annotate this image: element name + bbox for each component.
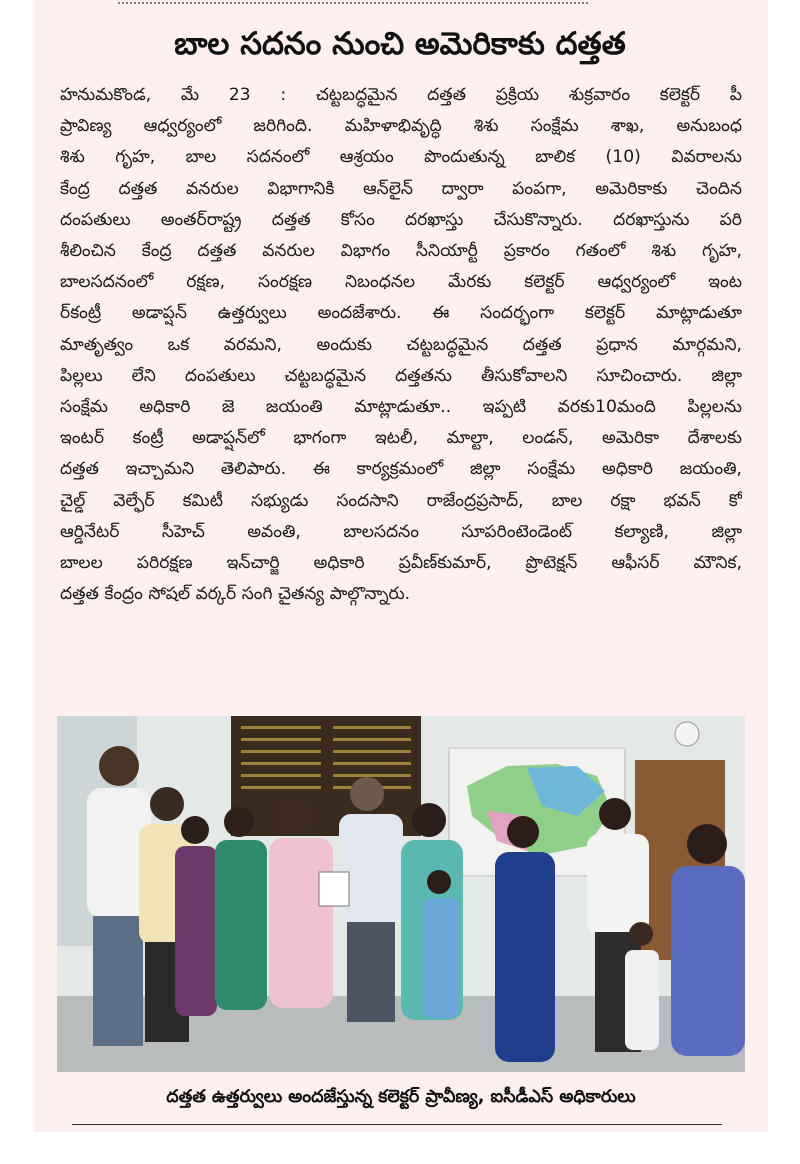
article-line: దత్తత ఇచ్చామని తెలిపారు. ఈ కార్యక్రమంలో జిల్లా సంక్షేమ అధికారి జయంతి, xyxy=(60,459,742,480)
article-line: ప్రావిణ్య ఆధ్వర్యంలో జరిగింది. మహిళాభివృద్ధి శిశు సంక్షేమ శాఖ, అనుబంధ xyxy=(60,116,742,137)
news-photo xyxy=(57,716,745,1072)
bottom-rule xyxy=(72,1124,722,1125)
article-line: బాలసదనంలో రక్షణ, సంరక్షణ నిబంధనల మేరకు కలెక్టర్ ఆధ్వర్యంలో ఇంట xyxy=(60,272,742,293)
article-line: కేంద్ర దత్తత వనరుల విభాగానికి ఆన్‌లైన్ ద్వారా పంపగా, అమెరికాకు చెందిన xyxy=(60,178,742,199)
article-line: ఇంటర్ కంట్రీ అడాప్షన్‌లో భాగంగా ఇటలీ, మాల్టా, లండన్, అమెరికా దేశాలకు xyxy=(60,428,742,449)
article-headline: బాల సదనం నుంచి అమెరికాకు దత్తత xyxy=(174,26,626,62)
article-line: మాతృత్వం ఒక వరమని, అందుకు చట్టబద్ధమైన దత్తత ప్రధాన మార్గమని, xyxy=(60,334,742,355)
article-line: హనుమకొండ, మే 23 : చట్టబద్ధమైన దత్తత ప్రక్రియ శుక్రవారం కలెక్టర్ పీ xyxy=(60,85,742,105)
article-body xyxy=(60,80,742,610)
cropped-previous-line xyxy=(118,0,588,8)
article-line: ర్‌కంట్రీ అడాప్షన్ ఉత్తర్వులు అందజేశారు. ఈ సందర్భంగా కలెక్టర్ మాట్లాడుతూ xyxy=(60,303,742,324)
group-photo-illustration xyxy=(57,716,745,1072)
article-line: చైల్డ్ వెల్ఫేర్ కమిటీ సభ్యుడు సందసాని రాజేంద్రప్రసాద్, బాల రక్షా భవన్ కో xyxy=(60,490,742,511)
article-line: దత్తత కేంద్రం సోషల్ వర్కర్ సంగి చైతన్య పాల్గొన్నారు. xyxy=(60,584,411,605)
article-line: దంపతులు అంతర్‌రాష్ట్ర దత్తత కోసం దరఖాస్తు చేసుకొన్నారు. దరఖాస్తును పరి xyxy=(60,209,742,230)
article-line: పిల్లలు లేని దంపతులు చట్టబద్ధమైన దత్తతను తీసుకోవాలని సూచించారు. జిల్లా xyxy=(60,365,742,386)
article-line: బాలల పరిరక్షణ ఇన్‌చార్జి అధికారి ప్రవీణ్‌కుమార్, ప్రొటెక్షన్ ఆఫీసర్ మౌనిక, xyxy=(60,553,742,574)
article-line: ఆర్డినేటర్ సీహెచ్ అవంతి, బాలసదనం సూపరింటెండెంట్ కల్యాణి, జిల్లా xyxy=(60,521,742,542)
article-line: శీలించిన కేంద్ర దత్తత వనరుల విభాగం సీనియార్టీ ప్రకారం గతంలో శిశు గృహ, xyxy=(60,241,742,262)
photo-caption: దత్తత ఉత్తర్వులు అందజేస్తున్న కలెక్టర్ ప్రావీణ్య, ఐసీడీఎస్ అధికారులు xyxy=(166,1087,636,1107)
article-line: శిశు గృహ, బాల సదనంలో ఆశ్రయం పొందుతున్న బాలిక (10) వివరాలను xyxy=(60,147,742,168)
article-line: సంక్షేమ అధికారి జె జయంతి మాట్లాడుతూ.. ఇప్పటి వరకు10మంది పిల్లలను xyxy=(60,397,742,418)
